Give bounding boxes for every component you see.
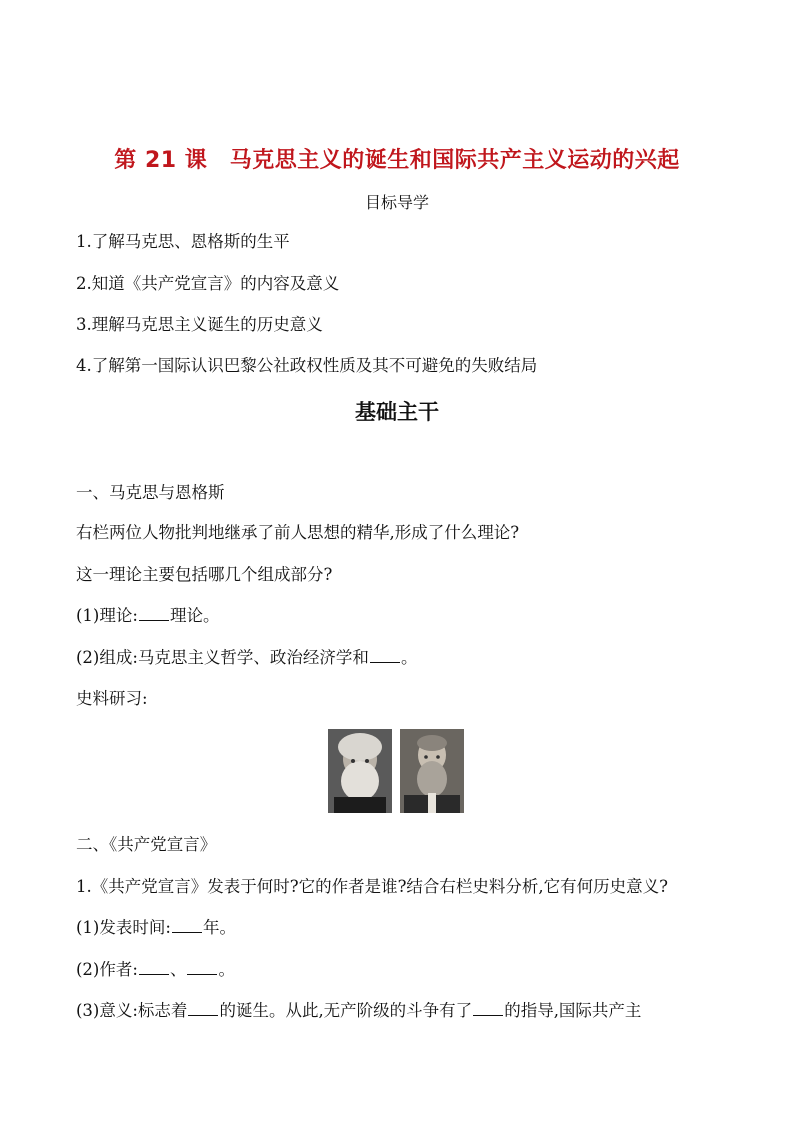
fill-blank[interactable] [139,960,169,975]
part1-heading: 一、马克思与恩格斯 [76,483,225,502]
section-title: 基础主干 [355,400,439,424]
answer-prefix: (2)作者: [76,960,138,979]
fill-blank[interactable] [187,960,217,975]
fill-blank[interactable] [172,918,202,933]
part1-question-2: 这一理论主要包括哪几个组成部分? [76,565,333,584]
marx-portrait-image [328,729,392,813]
answer-prefix: (1)发表时间: [76,918,171,937]
goal-4: 4.了解第一国际认识巴黎公社政权性质及其不可避免的失败结局 [76,356,538,375]
answer-prefix: (3)意义:标志着 [76,1001,188,1020]
answer-suffix: 。 [218,960,235,979]
lesson-title: 第 21 课 马克思主义的诞生和国际共产主义运动的兴起 [114,148,680,173]
goal-2: 2.知道《共产党宣言》的内容及意义 [76,274,340,293]
portraits [328,729,468,813]
fill-blank[interactable] [188,1001,218,1016]
part2-heading: 二、《共产党宣言》 [76,835,217,854]
fill-blank[interactable] [139,606,169,621]
goal-1: 1.了解马克思、恩格斯的生平 [76,232,290,251]
answer-suffix: 理论。 [169,606,220,625]
answer-suffix: 年。 [202,918,236,937]
part1-question-1: 右栏两位人物批判地继承了前人思想的精华,形成了什么理论? [76,523,520,542]
part2-answer-1 [76,917,236,939]
engels-portrait-image [400,729,464,813]
answer-separator: 、 [169,960,187,979]
answer-continuation: 的指导,国际共产主 [504,1001,642,1020]
subtitle: 目标导学 [364,193,429,212]
part1-answer-2 [76,647,417,669]
answer-suffix: 。 [400,648,418,667]
answer-prefix: (1)理论: [76,606,138,625]
fill-blank[interactable] [473,1001,503,1016]
source-label: 史料研习: [76,689,148,708]
part1-answer-1 [76,605,219,627]
part2-answer-3 [76,1000,641,1022]
answer-prefix: (2)组成:马克思主义哲学、政治经济学和 [76,648,369,667]
part2-answer-2 [76,959,235,981]
goal-3: 3.理解马克思主义诞生的历史意义 [76,315,323,334]
part2-question-1: 1.《共产党宣言》发表于何时?它的作者是谁?结合右栏史料分析,它有何历史意义? [76,877,669,896]
answer-middle: 的诞生。从此,无产阶级的斗争有了 [219,1001,473,1020]
fill-blank[interactable] [370,648,400,663]
